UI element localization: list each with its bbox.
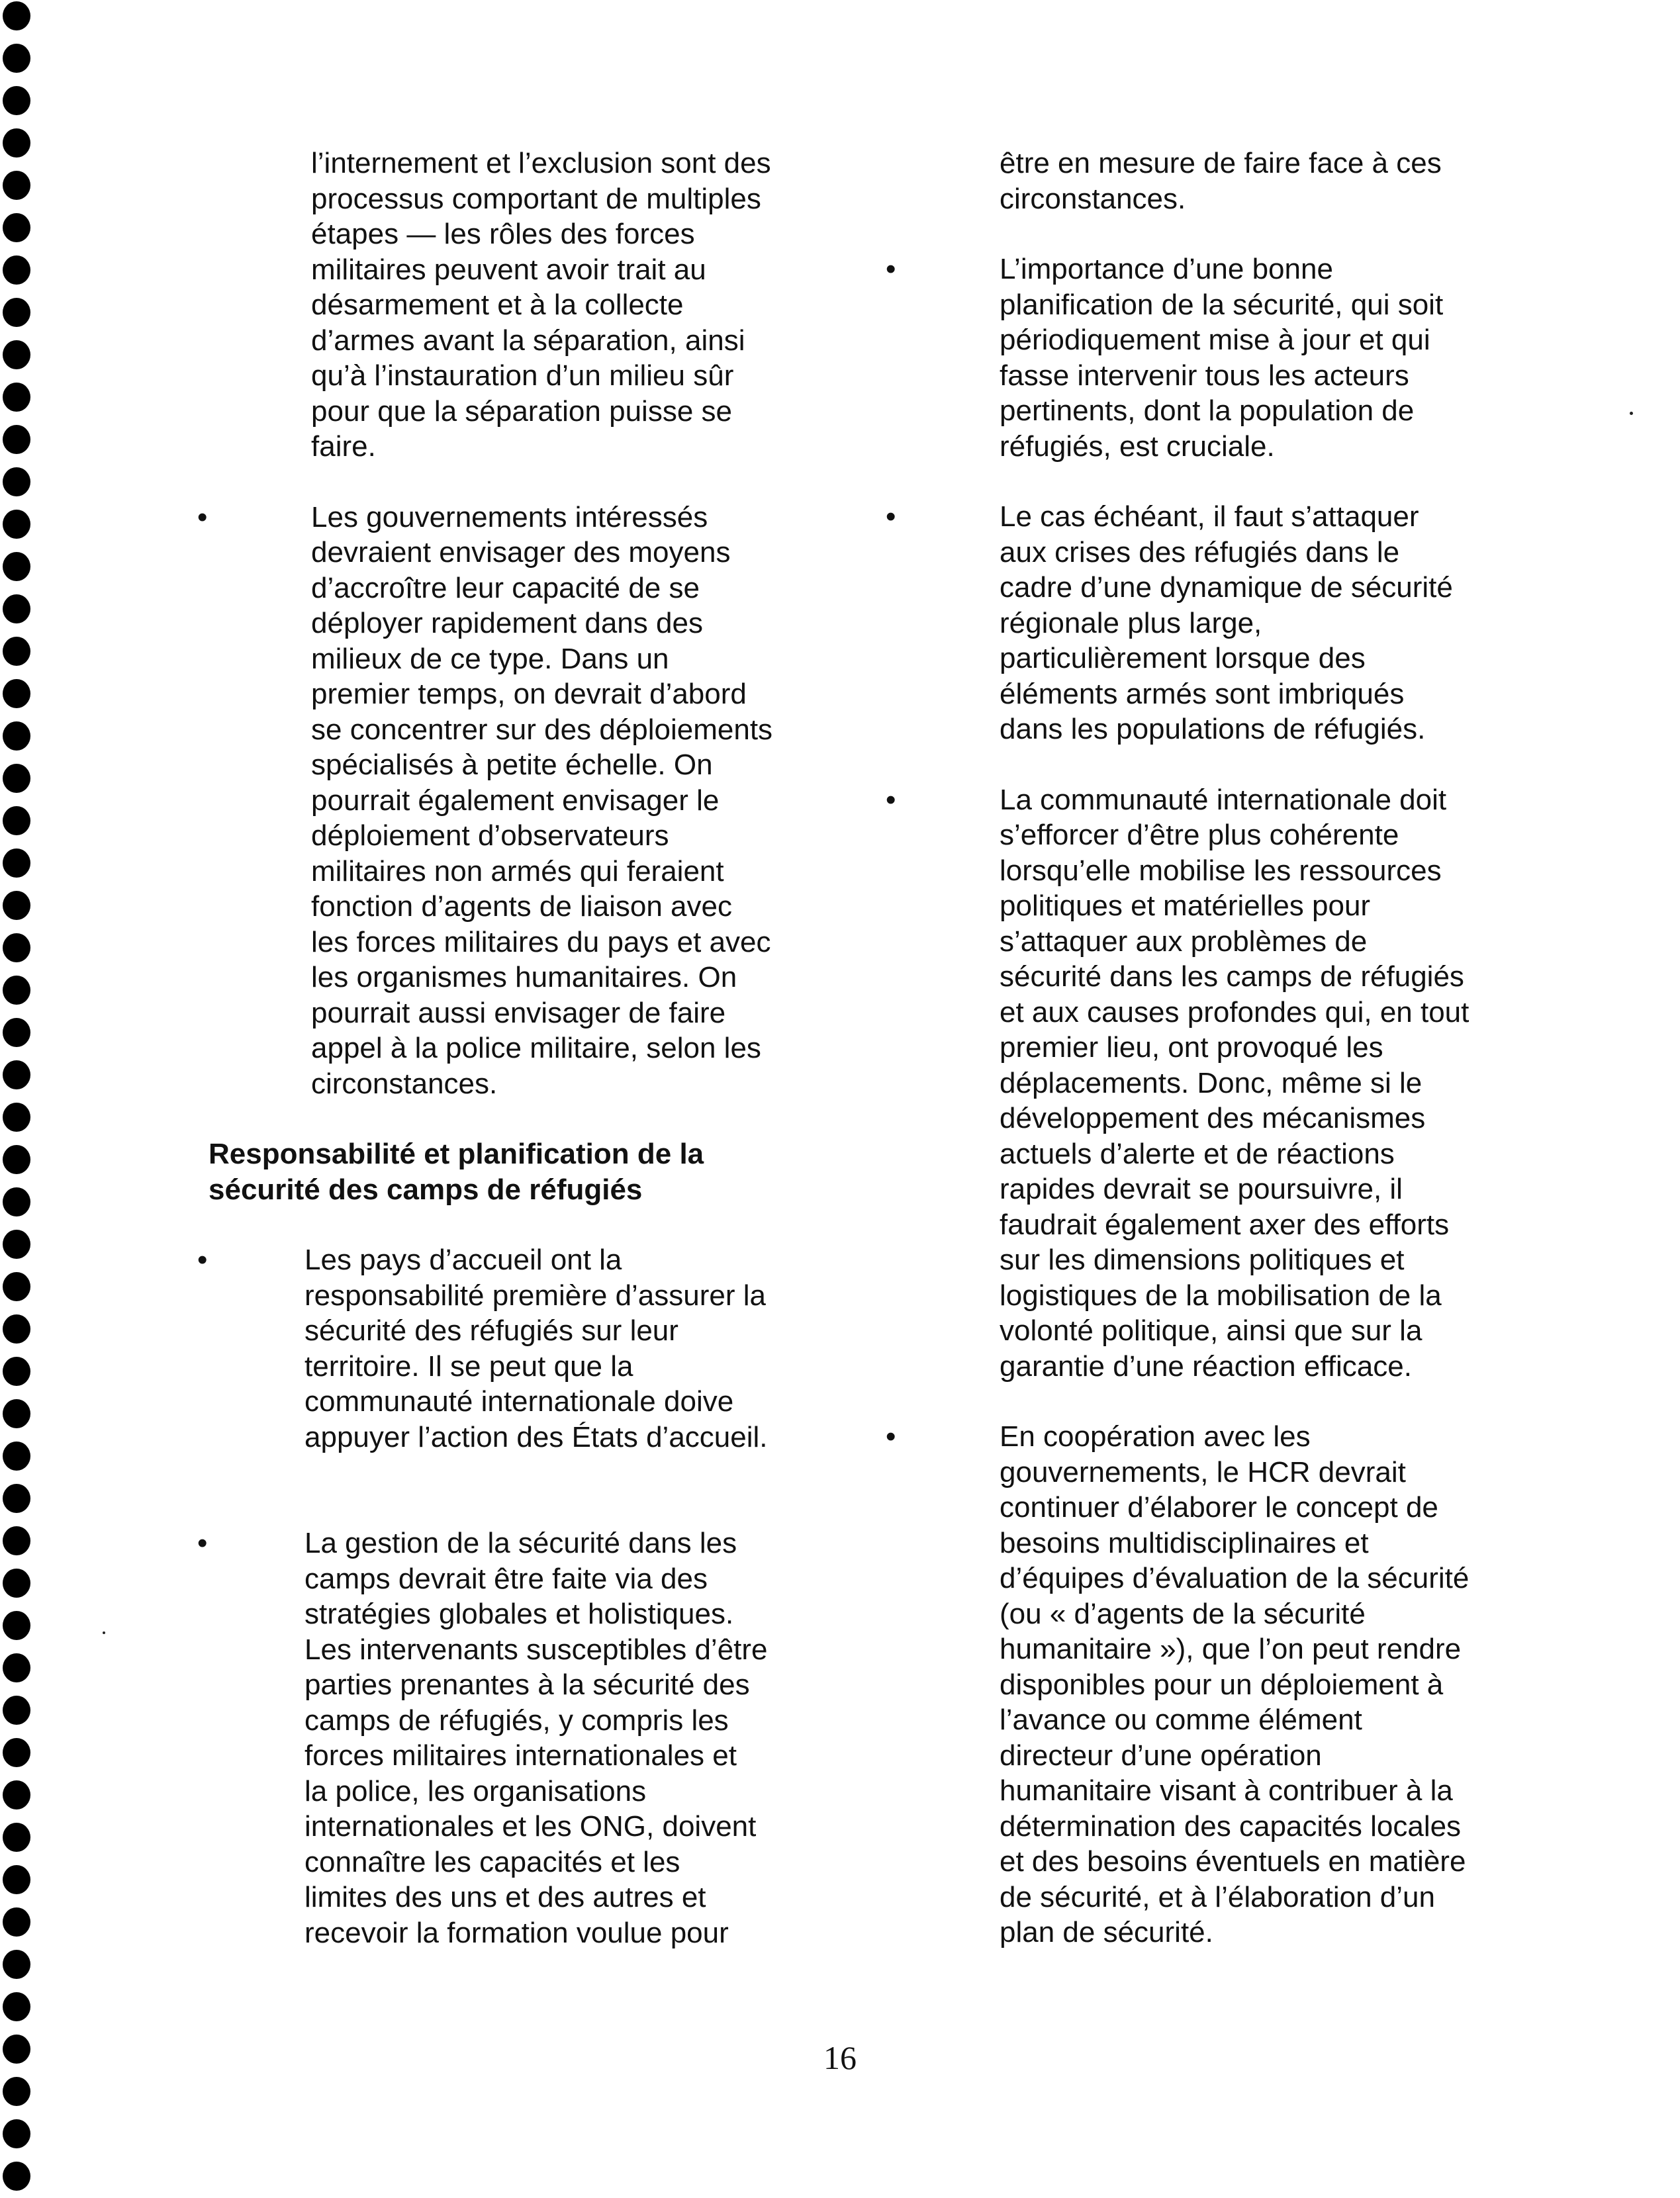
binder-hole xyxy=(3,467,30,496)
left-bullet-item-3 xyxy=(199,1526,827,1950)
binder-hole xyxy=(3,637,30,666)
binder-hole xyxy=(3,679,30,708)
binder-hole xyxy=(3,1611,30,1640)
paragraph-text: être en mesure de faire face à ces circonstances. xyxy=(1000,147,1442,215)
binder-hole xyxy=(3,976,30,1005)
bullet-text: La gestion de la sécurité dans les camps devrait être faite via des stratégies globales et holistiques. Les intervenants susceptibles d’être parties prenantes à la sécurité des camps de réfugiés, y compris les forces militaires internationales et la police, les organisations internationales et les ONG, doivent connaître les capacités et les limites des uns et des autres et recevoir la formation voulue pour xyxy=(304,1527,768,1949)
left-bullet-item-1 xyxy=(199,500,827,1102)
binder-hole xyxy=(3,340,30,369)
binder-hole xyxy=(3,1272,30,1301)
right-column xyxy=(887,146,1556,1950)
binder-hole xyxy=(3,1907,30,1937)
binder-hole xyxy=(3,1696,30,1725)
binder-hole xyxy=(3,1950,30,1979)
bullet-icon: • xyxy=(197,500,208,533)
binder-hole xyxy=(3,1145,30,1174)
binder-hole xyxy=(3,1653,30,1682)
binder-hole xyxy=(3,383,30,412)
binder-hole xyxy=(3,891,30,920)
right-continuation-paragraph xyxy=(887,146,1556,216)
binder-hole xyxy=(3,44,30,73)
bullet-text: L’importance d’une bonne planification de la sécurité, qui soit périodiquement mise à jour et qui fasse intervenir tous les acteurs pertinents, dont la population de réfugiés, est cruciale. xyxy=(1000,253,1444,463)
binder-hole xyxy=(3,1399,30,1428)
binder-hole xyxy=(3,1,30,30)
left-column xyxy=(199,146,827,1950)
binder-hole xyxy=(3,1187,30,1216)
left-bullet-item-2 xyxy=(199,1242,827,1455)
binder-hole xyxy=(3,594,30,623)
page-number: 16 xyxy=(823,2039,857,2076)
binder-hole xyxy=(3,1060,30,1089)
binder-hole xyxy=(3,806,30,835)
binder-hole xyxy=(3,721,30,751)
binder-hole xyxy=(3,1526,30,1555)
binder-hole xyxy=(3,86,30,115)
binder-hole xyxy=(3,425,30,454)
binder-hole xyxy=(3,1314,30,1344)
binder-hole xyxy=(3,1865,30,1894)
right-bullet-item-4 xyxy=(887,1419,1556,1950)
bullet-icon: • xyxy=(886,1420,896,1453)
binder-hole xyxy=(3,1018,30,1047)
right-bullet-item-2 xyxy=(887,499,1556,747)
bullet-icon: • xyxy=(197,1527,208,1559)
scan-speck xyxy=(103,1631,105,1634)
binder-hole xyxy=(3,171,30,200)
binder-hole xyxy=(3,510,30,539)
binder-hole xyxy=(3,1442,30,1471)
bullet-text: Les pays d’accueil ont la responsabilité première d’assurer la sécurité des réfugiés sur leur territoire. Il se peut que la communauté internationale doive appuyer l’action des États d’accueil. xyxy=(304,1244,768,1453)
bullet-icon: • xyxy=(886,783,896,816)
binder-hole xyxy=(3,848,30,878)
binder-hole xyxy=(3,2077,30,2106)
binder-hole xyxy=(3,764,30,793)
binder-hole xyxy=(3,1992,30,2021)
binder-hole xyxy=(3,255,30,285)
binder-hole xyxy=(3,1738,30,1767)
bullet-text: En coopération avec les gouvernements, le HCR devrait continuer d’élaborer le concept de besoins multidisciplinaires et d’équipes d’évaluation de la sécurité (ou « d’agents de la sécurité humanitaire »), que l’on peut rendre disponibles pour un déploiement à l’avance ou comme élément directeur d’une opération humanitaire visant à contribuer à la détermination des capacités locales et des besoins éventuels en matière de sécurité, et à l’élaboration d’un plan de sécurité. xyxy=(1000,1420,1470,1948)
binder-hole xyxy=(3,1103,30,1132)
left-continuation-paragraph xyxy=(199,146,827,465)
binder-hole xyxy=(3,128,30,158)
bullet-icon: • xyxy=(886,253,896,285)
binder-holes xyxy=(0,0,53,2198)
binder-hole xyxy=(3,213,30,242)
binder-hole xyxy=(3,933,30,962)
binder-hole xyxy=(3,2162,30,2191)
bullet-icon: • xyxy=(197,1244,208,1276)
binder-hole xyxy=(3,552,30,581)
bullet-text: La communauté internationale doit s’efforcer d’être plus cohérente lorsqu’elle mobilise les ressources politiques et matérielles pour s’attaquer aux problèmes de sécurité dans les camps de réfugiés et aux causes profondes qui, en tout premier lieu, ont provoqué les déplacements. Donc, même si le développement des mécanismes actuels d’alerte et de réactions rapides devrait se poursuivre, il faudrait également axer des efforts sur les dimensions politiques et logistiques de la mobilisation de la volonté politique, ainsi que sur la garantie d’une réaction efficace. xyxy=(1000,783,1470,1383)
binder-hole xyxy=(3,298,30,327)
scan-speck xyxy=(1630,412,1633,415)
section-heading: Responsabilité et planification de la sécurité des camps de réfugiés xyxy=(209,1138,704,1206)
binder-hole xyxy=(3,1484,30,1513)
binder-hole xyxy=(3,1357,30,1386)
binder-hole xyxy=(3,1569,30,1598)
right-bullet-item-3 xyxy=(887,782,1556,1385)
binder-hole xyxy=(3,2119,30,2148)
binder-hole xyxy=(3,1823,30,1852)
bullet-text: Le cas échéant, il faut s’attaquer aux crises des réfugiés dans le cadre d’une dynamique de sécurité régionale plus large, particulièrement lorsque des éléments armés sont imbriqués dans les populations de réfugiés. xyxy=(1000,500,1453,745)
binder-hole xyxy=(3,1230,30,1259)
binder-hole xyxy=(3,1780,30,1809)
paragraph-text: l’internement et l’exclusion sont des processus comportant de multiples étapes — les rôles des forces militaires peuvent avoir trait au désarmement et à la collecte d’armes avant la séparation, ainsi qu’à l’instauration d’un milieu sûr pour que la séparation puisse se faire. xyxy=(311,147,771,463)
bullet-text: Les gouvernements intéressés devraient envisager des moyens d’accroître leur capacité de se déployer rapidement dans des milieux de ce type. Dans un premier temps, on devrait d’abord se concentrer sur des déploiements spécialisés à petite échelle. On pourrait également envisager le déploiement d’observateurs militaires non armés qui feraient fonction d’agents de liaison avec les forces militaires du pays et avec les organismes humanitaires. On pourrait aussi envisager de faire appel à la police militaire, selon les circonstances. xyxy=(311,500,773,1100)
section-heading-block xyxy=(209,1136,827,1207)
right-bullet-item-1 xyxy=(887,252,1556,464)
bullet-icon: • xyxy=(886,500,896,533)
